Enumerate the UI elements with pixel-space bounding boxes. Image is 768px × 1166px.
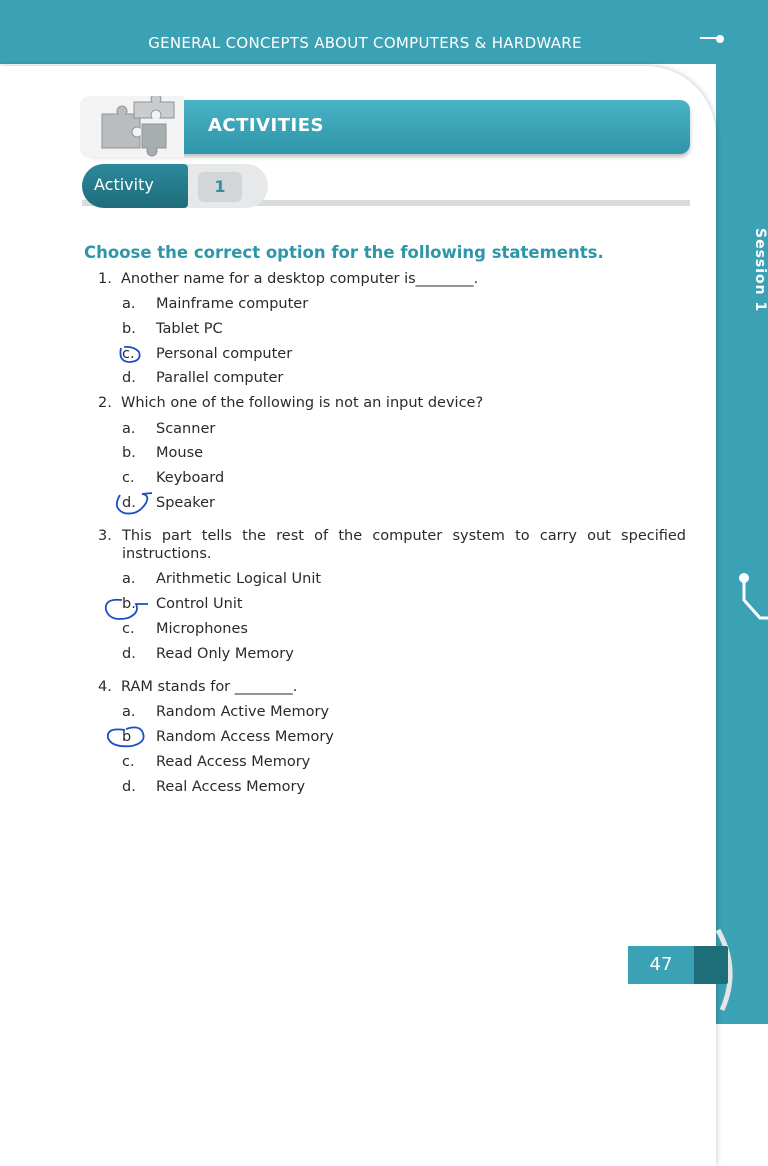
question-number: 2. — [98, 395, 112, 411]
option — [122, 345, 292, 363]
option — [122, 620, 248, 638]
option-letter: b — [122, 729, 132, 745]
running-header: GENERAL CONCEPTS ABOUT COMPUTERS & HARDWARE — [148, 34, 582, 52]
option-text: Scanner — [156, 421, 216, 437]
option-letter: b. — [122, 596, 136, 612]
option — [122, 778, 305, 796]
option-text: Personal computer — [156, 346, 293, 362]
option-letter: d. — [122, 370, 136, 386]
option-letter: c. — [122, 621, 135, 637]
option-text: Read Access Memory — [156, 754, 311, 770]
option — [122, 595, 243, 613]
question-number: 3. — [98, 528, 112, 544]
option-text: Mainframe computer — [156, 296, 309, 312]
question-text: RAM stands for ________. — [121, 679, 298, 695]
option — [122, 570, 321, 588]
option-text: Speaker — [156, 495, 215, 511]
option-text: Mouse — [156, 445, 204, 461]
option — [122, 494, 215, 512]
session-label: Session 1 — [752, 228, 768, 313]
option-letter: d. — [122, 779, 136, 795]
question-4 — [98, 678, 686, 696]
option-text: Microphones — [156, 621, 248, 637]
question-1 — [98, 270, 686, 288]
question-text: Which one of the following is not an input device? — [121, 395, 484, 411]
option-letter: a. — [122, 571, 136, 587]
option — [122, 703, 329, 721]
option-letter: b. — [122, 445, 136, 461]
question-text-continued: instructions. — [122, 546, 212, 562]
option — [122, 320, 223, 338]
question-3-number — [98, 527, 122, 545]
puzzle-icon — [80, 96, 184, 158]
option-letter: a. — [122, 421, 136, 437]
option-letter: d. — [122, 646, 136, 662]
question-text: Another name for a desktop computer is________. — [121, 271, 479, 287]
option-letter: a. — [122, 296, 136, 312]
section-title: ACTIVITIES — [208, 115, 324, 136]
option-letter: d. — [122, 495, 136, 511]
option — [122, 369, 283, 387]
option-letter: b. — [122, 321, 136, 337]
option-text: Tablet PC — [156, 321, 223, 337]
option-letter: a. — [122, 704, 136, 720]
activity-label: Activity — [94, 175, 154, 194]
question-text: This part tells the rest of the computer system to carry out specified — [122, 528, 686, 544]
option — [122, 295, 308, 313]
option-letter: c. — [122, 470, 135, 486]
option-text: Random Access Memory — [156, 729, 334, 745]
option — [122, 469, 224, 487]
option-text: Real Access Memory — [156, 779, 306, 795]
option-text: Parallel computer — [156, 370, 284, 386]
option-text: Read Only Memory — [156, 646, 294, 662]
option — [122, 645, 294, 663]
activity-number: 1 — [198, 172, 242, 202]
option-text: Control Unit — [156, 596, 243, 612]
page-number: 47 — [628, 946, 694, 984]
question-number: 1. — [98, 271, 112, 287]
question-2 — [98, 394, 686, 412]
option — [122, 728, 334, 746]
option-text: Arithmetic Logical Unit — [156, 571, 322, 587]
option-letter: c. — [122, 346, 135, 362]
question-number: 4. — [98, 679, 112, 695]
option-text: Random Active Memory — [156, 704, 330, 720]
option — [122, 444, 203, 462]
option — [122, 753, 310, 771]
option-letter: c. — [122, 754, 135, 770]
instruction-heading: Choose the correct option for the following statements. — [84, 243, 604, 262]
option — [122, 420, 215, 438]
option-text: Keyboard — [156, 470, 225, 486]
